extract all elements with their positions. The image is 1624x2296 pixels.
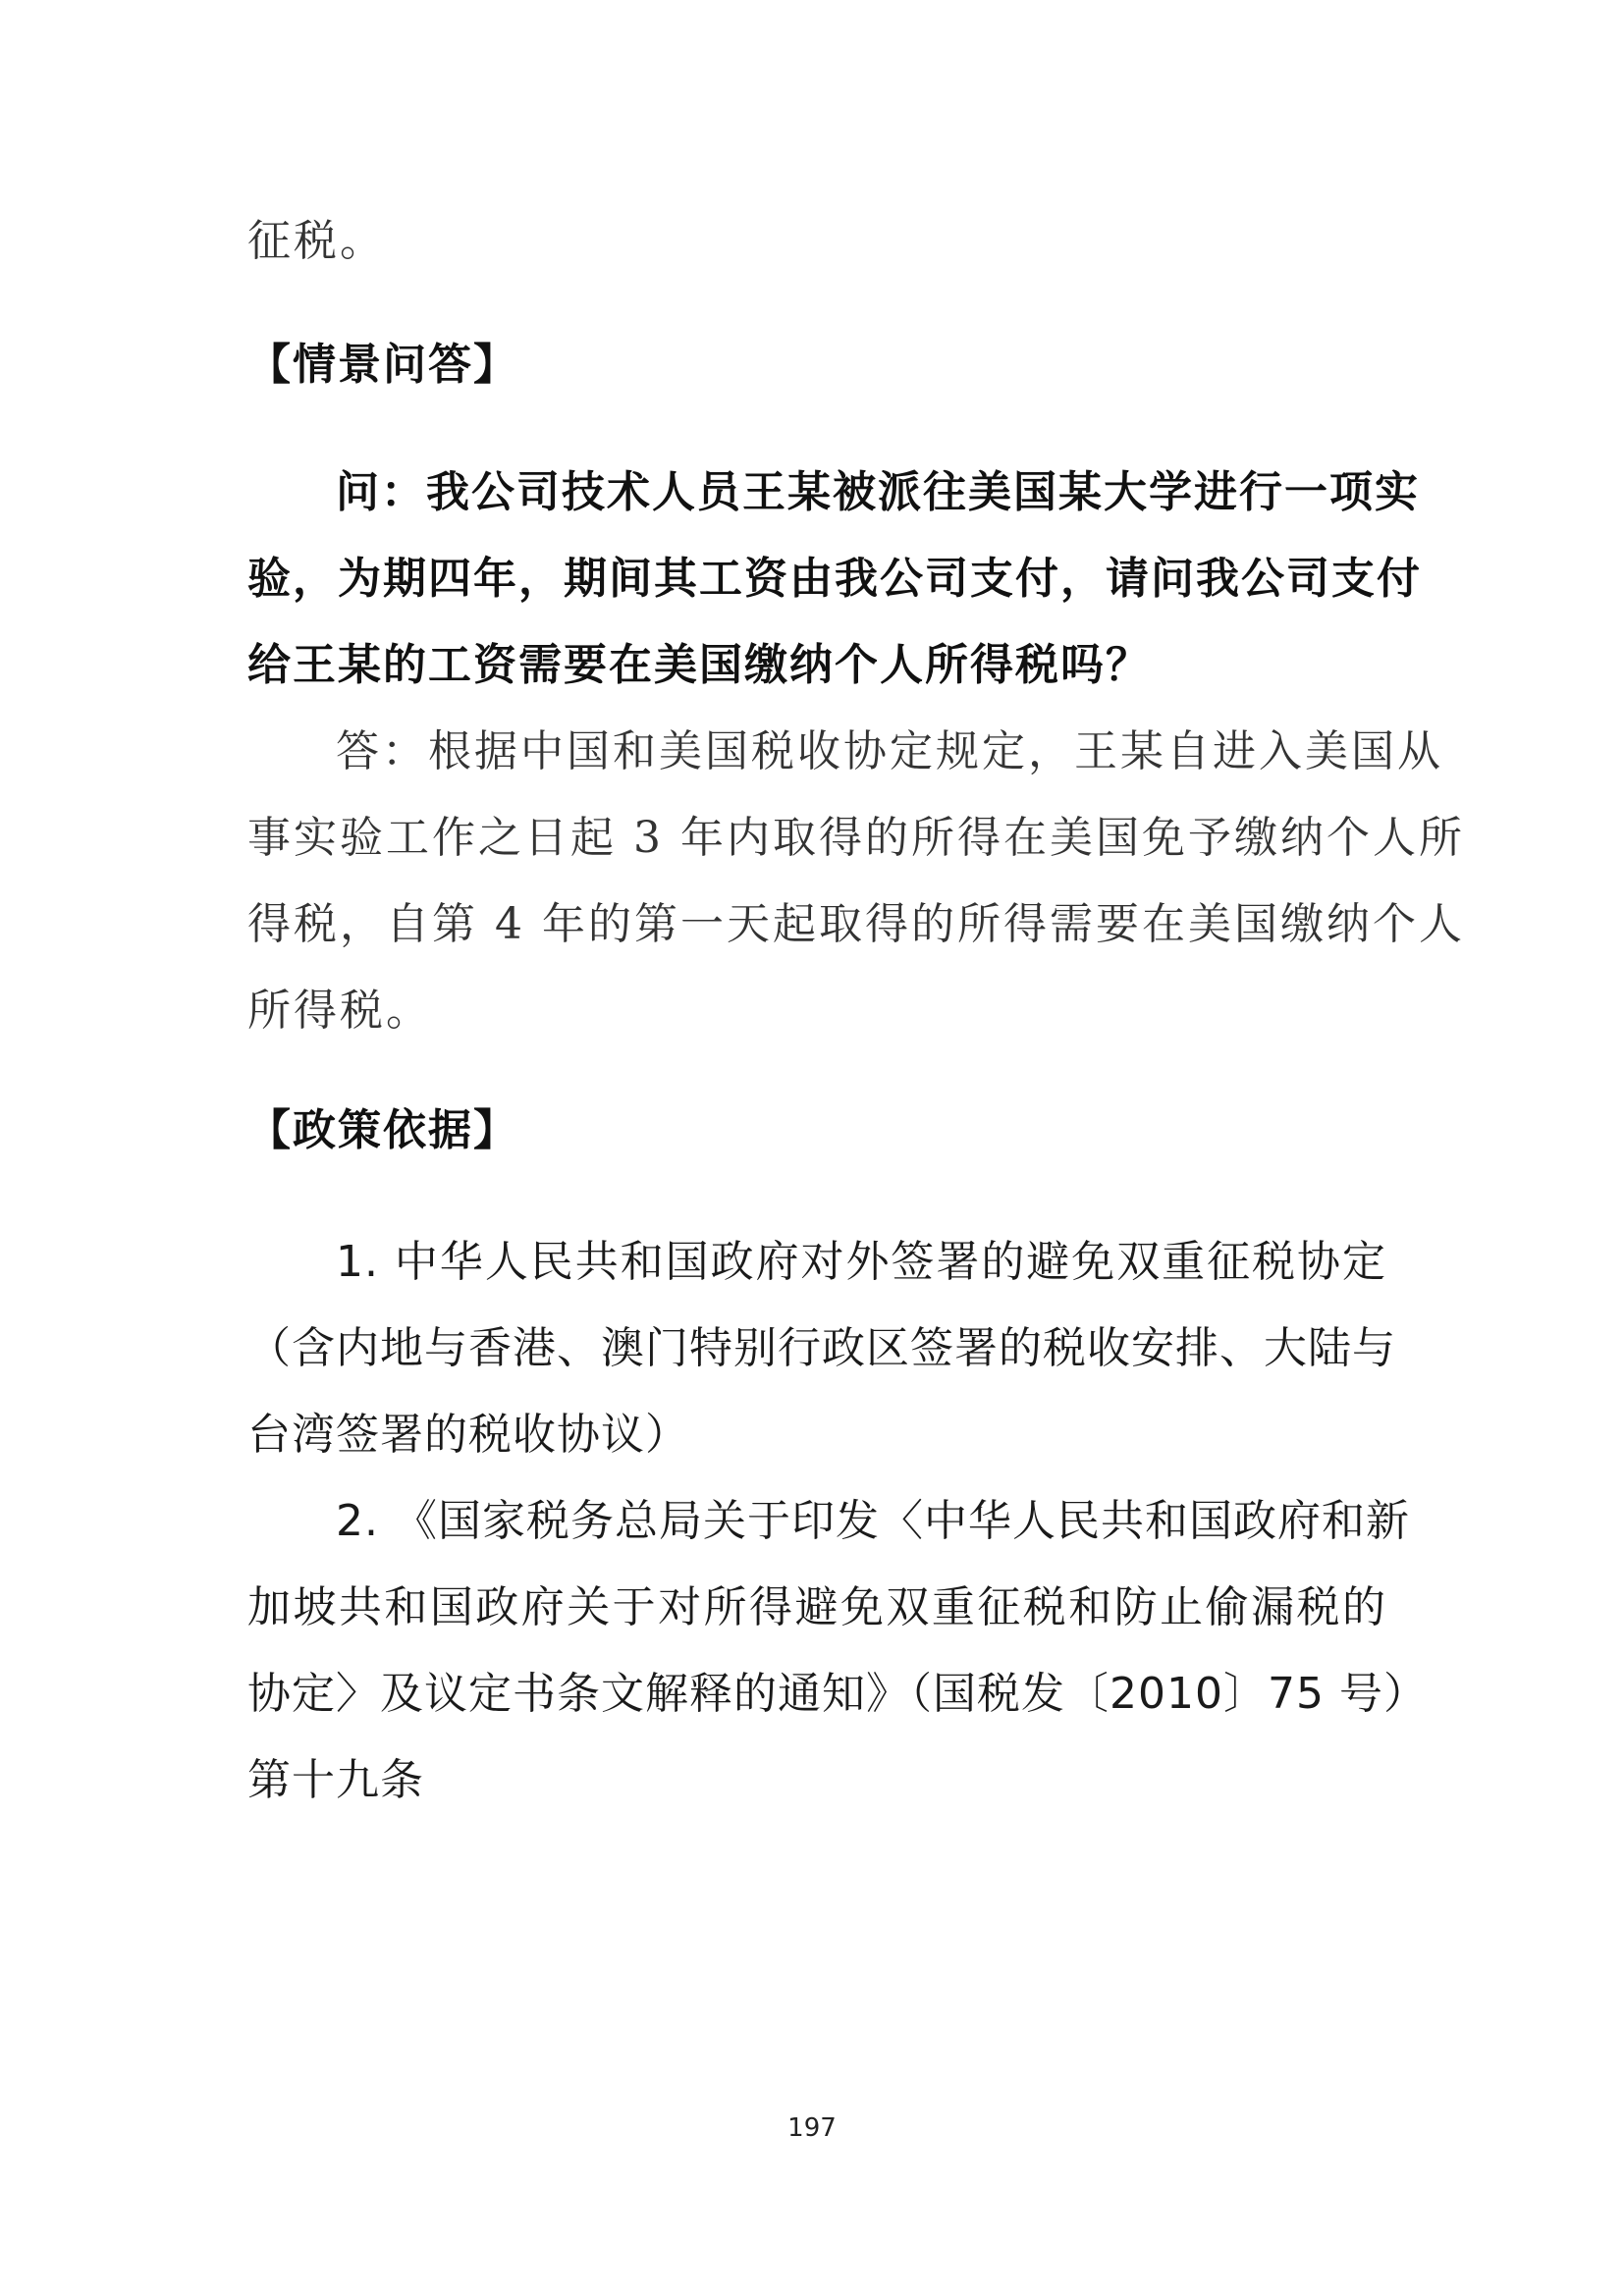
policy-item-2-line-2: 加坡共和国政府关于对所得避免双重征税和防止偷漏税的 [247,1582,1386,1632]
answer-line-1: 答：根据中国和美国税收协定规定，王某自进入美国从 [336,726,1443,776]
answer-line-2: 事实验工作之日起 3 年内取得的所得在美国免予缴纳个人所 [247,813,1465,863]
page-number: 197 [787,2113,837,2143]
question-line-1: 问：我公司技术人员王某被派往美国某大学进行一项实 [336,467,1420,517]
policy-item-1-line-3: 台湾签署的税收协议） [247,1410,689,1460]
continued-paragraph: 征税。 [247,216,386,266]
policy-item-1-line-1: 1. 中华人民共和国政府对外签署的避免双重征税协定 [336,1237,1386,1287]
policy-item-2-line-1: 2. 《国家税务总局关于印发〈中华人民共和国政府和新 [336,1496,1410,1546]
question-line-3: 给王某的工资需要在美国缴纳个人所得税吗？ [247,640,1151,690]
qa-heading: 【情景问答】 [247,340,518,390]
answer-line-4: 所得税。 [247,986,432,1036]
policy-heading: 【政策依据】 [247,1105,518,1155]
policy-item-2-line-4: 第十九条 [247,1755,424,1805]
question-line-2: 验，为期四年，期间其工资由我公司支付，请问我公司支付 [247,554,1422,604]
policy-item-2-line-3: 协定〉及议定书条文解释的通知》（国税发〔2010〕75 号） [247,1669,1428,1719]
policy-item-1-line-2: （含内地与香港、澳门特别行政区签署的税收安排、大陆与 [247,1323,1396,1373]
answer-line-3: 得税，自第 4 年的第一天起取得的所得需要在美国缴纳个人 [247,899,1465,949]
